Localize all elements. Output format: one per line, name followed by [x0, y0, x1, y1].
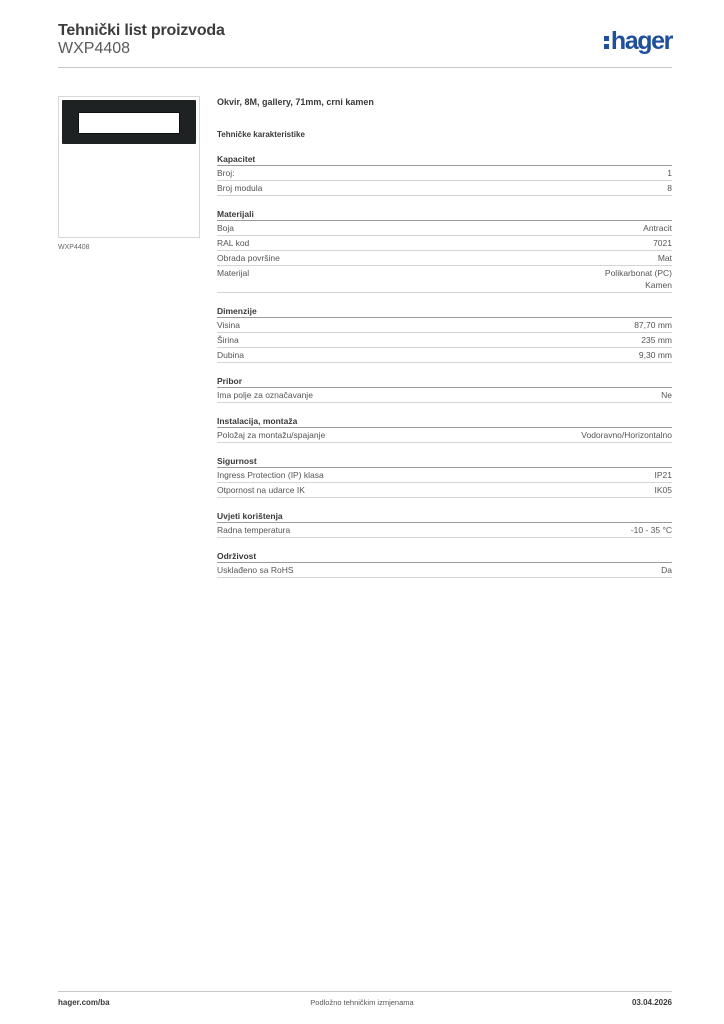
- spec-row: [217, 388, 672, 403]
- spec-value: [643, 222, 672, 234]
- spec-value: [639, 349, 672, 361]
- product-image: [58, 96, 200, 238]
- spec-value-line: Vodoravno/Horizontalno: [581, 430, 672, 440]
- hager-logo[interactable]: [604, 28, 672, 54]
- spec-value: [667, 167, 672, 179]
- section-title: Održivost: [217, 550, 672, 563]
- header-divider: [58, 67, 672, 68]
- section-title: Sigurnost: [217, 455, 672, 468]
- footer-divider: [58, 991, 672, 992]
- spec-row: [217, 251, 672, 266]
- spec-value: [667, 182, 672, 194]
- specifications: [217, 96, 672, 578]
- spec-label: Broj:: [217, 168, 235, 178]
- spec-label: Broj modula: [217, 183, 263, 193]
- spec-label: Otpornost na udarce IK: [217, 485, 305, 495]
- spec-value-line: 87,70 mm: [634, 320, 672, 330]
- section-title: Pribor: [217, 375, 672, 388]
- spec-section: [217, 550, 672, 578]
- spec-section: [217, 375, 672, 403]
- product-name: Okvir, 8M, gallery, 71mm, crni kamen: [217, 97, 374, 107]
- logo-text: hager: [610, 27, 672, 55]
- spec-row: [217, 181, 672, 196]
- specs-heading: Tehničke karakteristike: [217, 130, 305, 139]
- spec-value-line: 8: [667, 183, 672, 193]
- product-code: WXP4408: [58, 40, 131, 57]
- section-title: Materijali: [217, 208, 672, 221]
- spec-row: [217, 166, 672, 181]
- spec-label: Širina: [217, 335, 239, 345]
- logo-colon-icon: [604, 33, 609, 50]
- spec-row: [217, 468, 672, 483]
- spec-row: [217, 483, 672, 498]
- spec-value: [631, 524, 672, 536]
- spec-value-line: 1: [667, 168, 672, 178]
- spec-value: [655, 469, 673, 481]
- spec-row: [217, 318, 672, 333]
- spec-label: Ingress Protection (IP) klasa: [217, 470, 324, 480]
- spec-row: [217, 563, 672, 578]
- spec-label: Boja: [217, 223, 235, 233]
- spec-value-line: -10 - 35 °C: [630, 525, 672, 535]
- frame-picture: [62, 100, 196, 144]
- spec-value: [655, 484, 673, 496]
- spec-section: [217, 415, 672, 443]
- spec-section: [217, 305, 672, 363]
- spec-value-line: Ne: [661, 390, 672, 400]
- spec-value-line: 235 mm: [641, 335, 672, 345]
- spec-value-line: Antracit: [643, 223, 672, 233]
- spec-label: Dubina: [217, 350, 244, 360]
- footer-date: 03.04.2026: [631, 998, 672, 1007]
- spec-value-line: 9,30 mm: [638, 350, 672, 360]
- spec-value: [658, 252, 672, 264]
- spec-section: [217, 153, 672, 196]
- frame-opening: [78, 112, 180, 134]
- section-title: Instalacija, montaža: [217, 415, 672, 428]
- spec-section: [217, 510, 672, 538]
- section-title: Dimenzije: [217, 305, 672, 318]
- spec-label: Ima polje za označavanje: [217, 390, 313, 400]
- spec-label: RAL kod: [217, 238, 250, 248]
- document-title: Tehnički list proizvoda: [58, 22, 225, 39]
- spec-value: [581, 429, 672, 441]
- spec-value-line: IK05: [654, 485, 672, 495]
- spec-value-line: Da: [661, 565, 672, 575]
- spec-value: [653, 237, 672, 249]
- spec-label: Visina: [217, 320, 240, 330]
- footer-website-link[interactable]: hager.com/ba: [58, 998, 110, 1007]
- spec-value-line: 7021: [653, 238, 672, 248]
- section-title: Uvjeti korištenja: [217, 510, 672, 523]
- footer-notice: Podložno tehničkim izmjenama: [310, 998, 414, 1007]
- spec-row: [217, 221, 672, 236]
- spec-row: [217, 236, 672, 251]
- spec-row: [217, 348, 672, 363]
- spec-value-line: Mat: [657, 253, 672, 263]
- spec-row: [217, 266, 672, 293]
- spec-label: Obrada površine: [217, 253, 280, 263]
- spec-label: Usklađeno sa RoHS: [217, 565, 294, 575]
- spec-label: Radna temperatura: [217, 525, 291, 535]
- spec-section: [217, 208, 672, 293]
- spec-row: [217, 428, 672, 443]
- spec-value-line: Polikarbonat (PC): [604, 268, 672, 278]
- spec-label: Položaj za montažu/spajanje: [217, 430, 326, 440]
- spec-value: [661, 564, 672, 576]
- image-caption: WXP4408: [58, 244, 90, 251]
- spec-label: Materijal: [217, 268, 250, 278]
- spec-value: [661, 389, 672, 401]
- spec-value: [605, 267, 672, 291]
- spec-row: [217, 333, 672, 348]
- spec-sections: [217, 153, 672, 578]
- spec-row: [217, 523, 672, 538]
- spec-section: [217, 455, 672, 498]
- spec-value-line: IP21: [654, 470, 672, 480]
- section-title: Kapacitet: [217, 153, 672, 166]
- spec-value: [641, 334, 672, 346]
- spec-value-line: Kamen: [645, 280, 672, 290]
- spec-value: [634, 319, 672, 331]
